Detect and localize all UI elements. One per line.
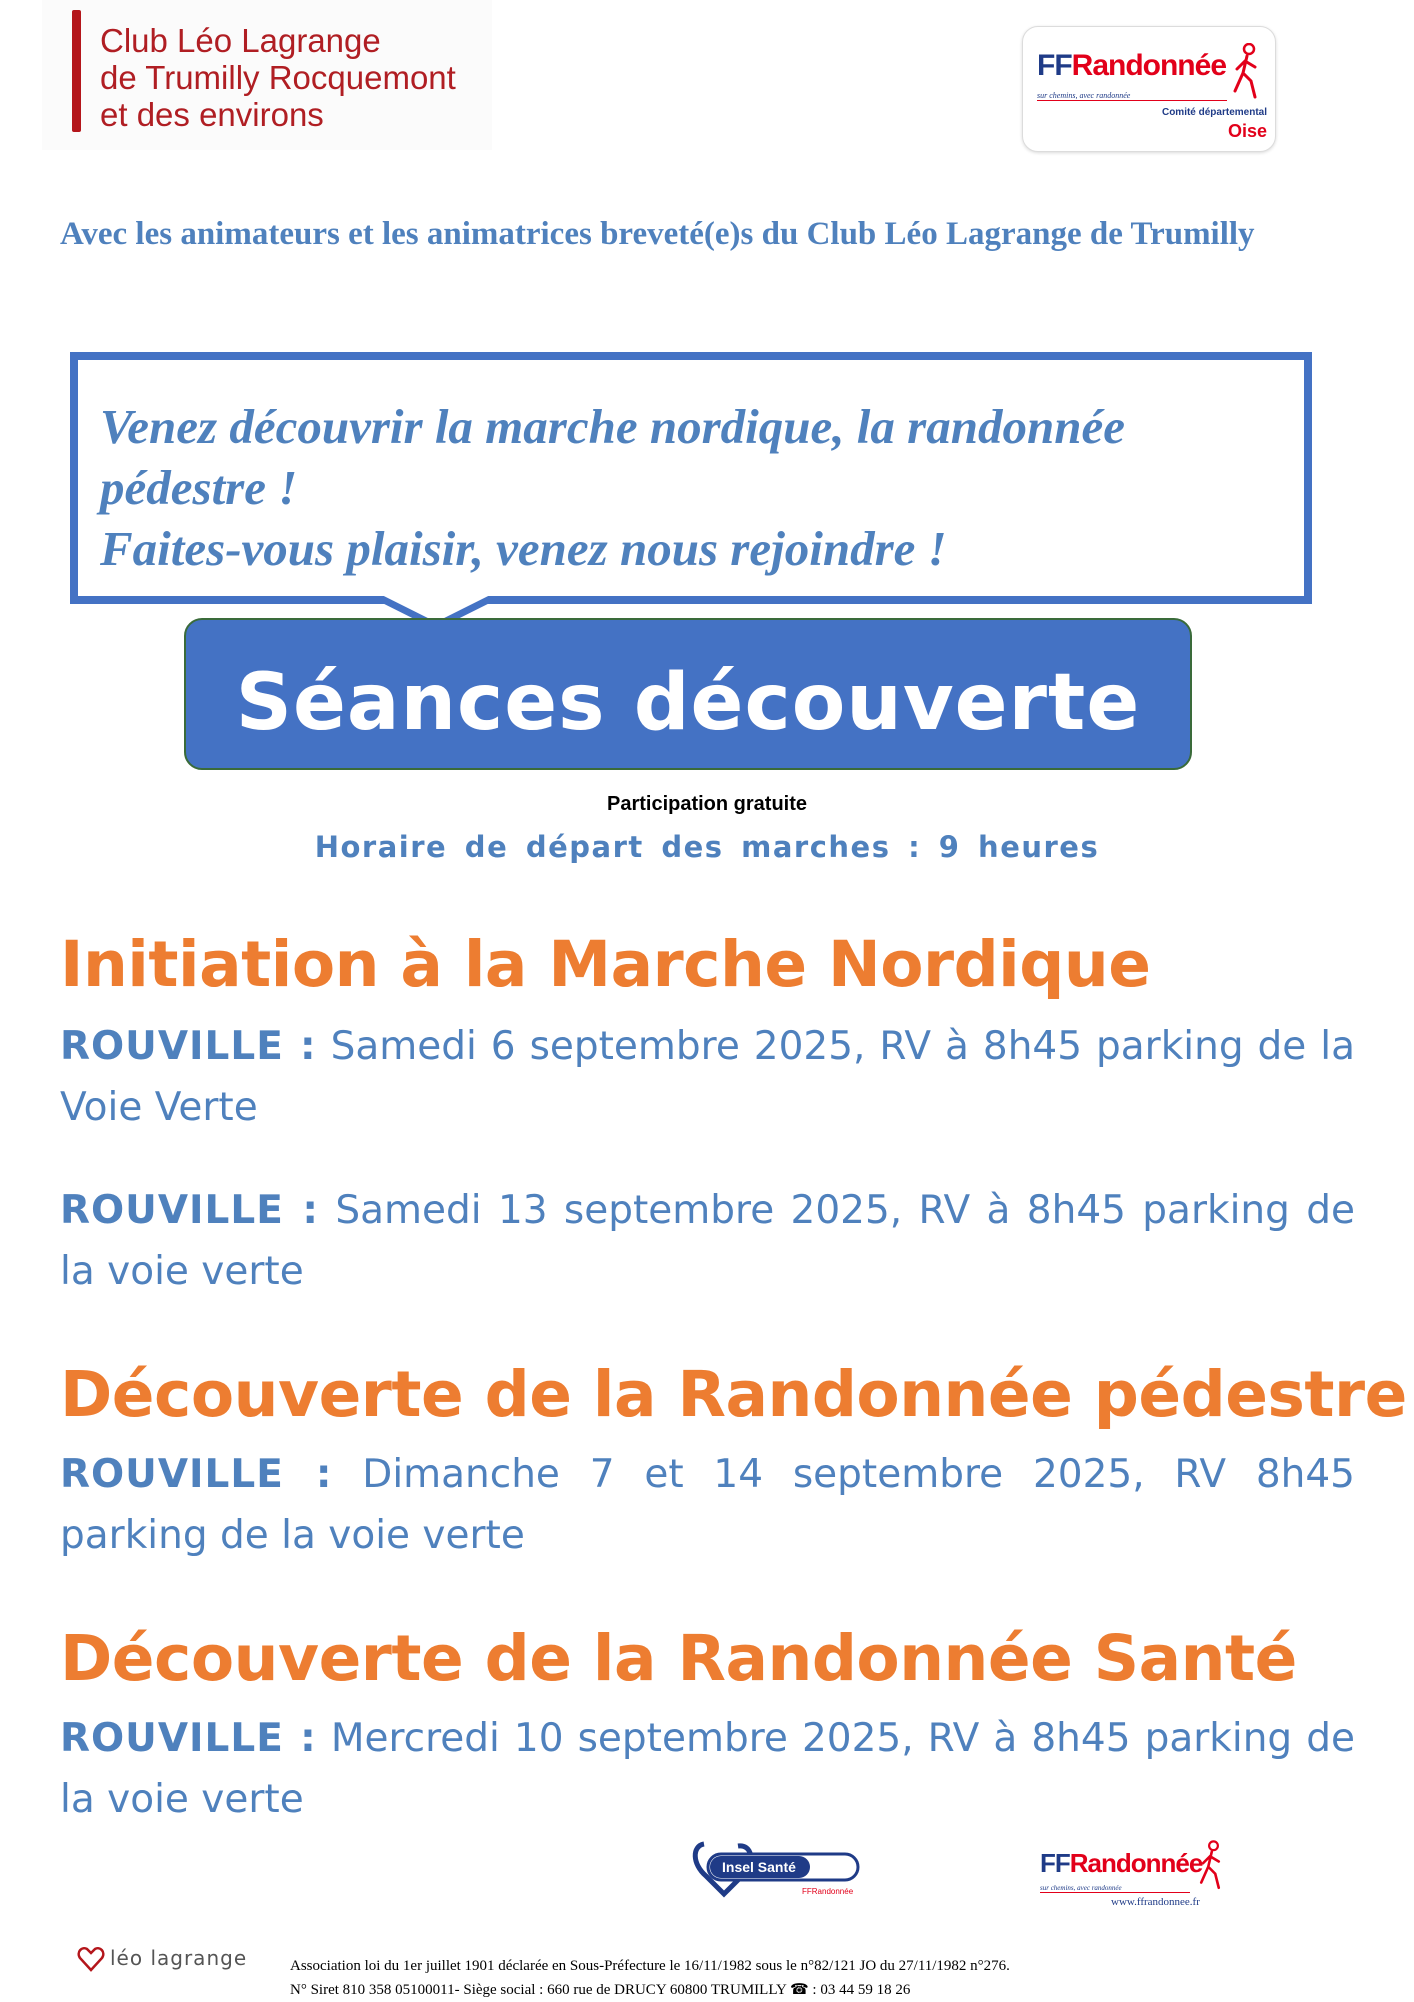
entry-detail: Samedi 13 septembre 2025, RV à 8h45 parking de la voie verte xyxy=(60,1188,1355,1294)
entry-place: ROUVILLE : xyxy=(60,1024,317,1069)
footer-legal xyxy=(290,1954,1010,2002)
ff-committee: Comité départemental xyxy=(1161,107,1267,118)
walker-icon xyxy=(1196,1840,1224,1890)
ff-department: Oise xyxy=(1227,121,1267,141)
section-title-randonnee-pedestre: Découverte de la Randonnée pédestre xyxy=(60,1358,1407,1431)
ffrandonnee-bottom-brand xyxy=(1040,1848,1202,1879)
club-logo-line2: de Trumilly Rocquemont xyxy=(100,59,456,96)
leo-lagrange-small-logo xyxy=(70,1940,270,1980)
ffrandonnee-brand xyxy=(1037,49,1226,83)
brand-randonnee: Randonnée xyxy=(1069,1848,1203,1878)
entry-place: ROUVILLE : xyxy=(60,1452,333,1497)
club-logo-line1: Club Léo Lagrange xyxy=(100,22,381,59)
ff-bottom-slogan: sur chemins, avec randonnée xyxy=(1040,1884,1190,1893)
entry-detail: Samedi 6 septembre 2025, RV à 8h45 parking de la Voie Verte xyxy=(60,1024,1355,1130)
section-title-randonnee-sante: Découverte de la Randonnée Santé xyxy=(60,1622,1297,1695)
banner-title: Séances découverte xyxy=(235,658,1141,748)
leo-small-name: léo lagrange xyxy=(110,1946,248,1970)
participation-gratuite: Participation gratuite xyxy=(606,793,808,815)
entry-marche-nordique-1 xyxy=(60,1016,1355,1138)
ff-slogan: sur chemins, avec randonnée xyxy=(1037,91,1227,101)
leo-heart-icon xyxy=(76,1944,106,1974)
svg-text:FFRandonnée: FFRandonnée xyxy=(802,1887,854,1896)
callout-text xyxy=(100,396,1290,579)
brand-ff: FF xyxy=(1037,49,1072,82)
horaire-depart: Horaire de départ des marches : 9 heures xyxy=(314,830,1100,864)
entry-marche-nordique-2 xyxy=(60,1180,1355,1302)
logo-red-bar xyxy=(72,10,81,132)
club-logo-line3: et des environs xyxy=(100,96,324,133)
brand-ff: FF xyxy=(1040,1848,1070,1878)
callout-box xyxy=(70,352,1312,604)
insel-sante-logo xyxy=(690,1836,886,1902)
entry-place: ROUVILLE : xyxy=(60,1188,320,1233)
footer-line1: Association loi du 1er juillet 1901 déclarée en Sous-Préfecture le 16/11/1982 sous le n°82/121 JO du 27/11/1982 n°276. xyxy=(290,1958,1010,1974)
ff-website: www.ffrandonnee.fr xyxy=(1111,1896,1200,1908)
entry-detail: Mercredi 10 septembre 2025, RV à 8h45 parking de la voie verte xyxy=(60,1716,1355,1822)
intro-text: Avec les animateurs et les animatrices breveté(e)s du Club Léo Lagrange de Trumilly xyxy=(60,216,1255,252)
ffrandonnee-bottom-logo xyxy=(1036,1836,1236,1916)
callout-line1: Venez découvrir la marche nordique, la randonnée pédestre ! xyxy=(100,399,1125,515)
section-title-marche-nordique: Initiation à la Marche Nordique xyxy=(60,928,1151,1001)
entry-randonnee-pedestre xyxy=(60,1444,1355,1566)
footer-line2: N° Siret 810 358 05100011- Siège social : 660 rue de DRUCY 60800 TRUMILLY ☎ : 03 44 59 18 26 xyxy=(290,1982,911,1998)
entry-place: ROUVILLE : xyxy=(60,1716,317,1761)
club-logo-text xyxy=(100,22,456,133)
club-leo-lagrange-logo xyxy=(42,0,492,150)
entry-detail: Dimanche 7 et 14 septembre 2025, RV 8h45 parking de la voie verte xyxy=(60,1452,1355,1558)
ffrandonnee-oise-logo xyxy=(1022,26,1276,152)
seances-banner xyxy=(184,618,1192,770)
insel-text: Insel Santé xyxy=(722,1859,796,1875)
walker-icon xyxy=(1229,43,1261,99)
callout-line2: Faites-vous plaisir, venez nous rejoindre ! xyxy=(100,521,947,576)
entry-randonnee-sante xyxy=(60,1708,1355,1830)
brand-randonnee: Randonnée xyxy=(1071,49,1227,82)
